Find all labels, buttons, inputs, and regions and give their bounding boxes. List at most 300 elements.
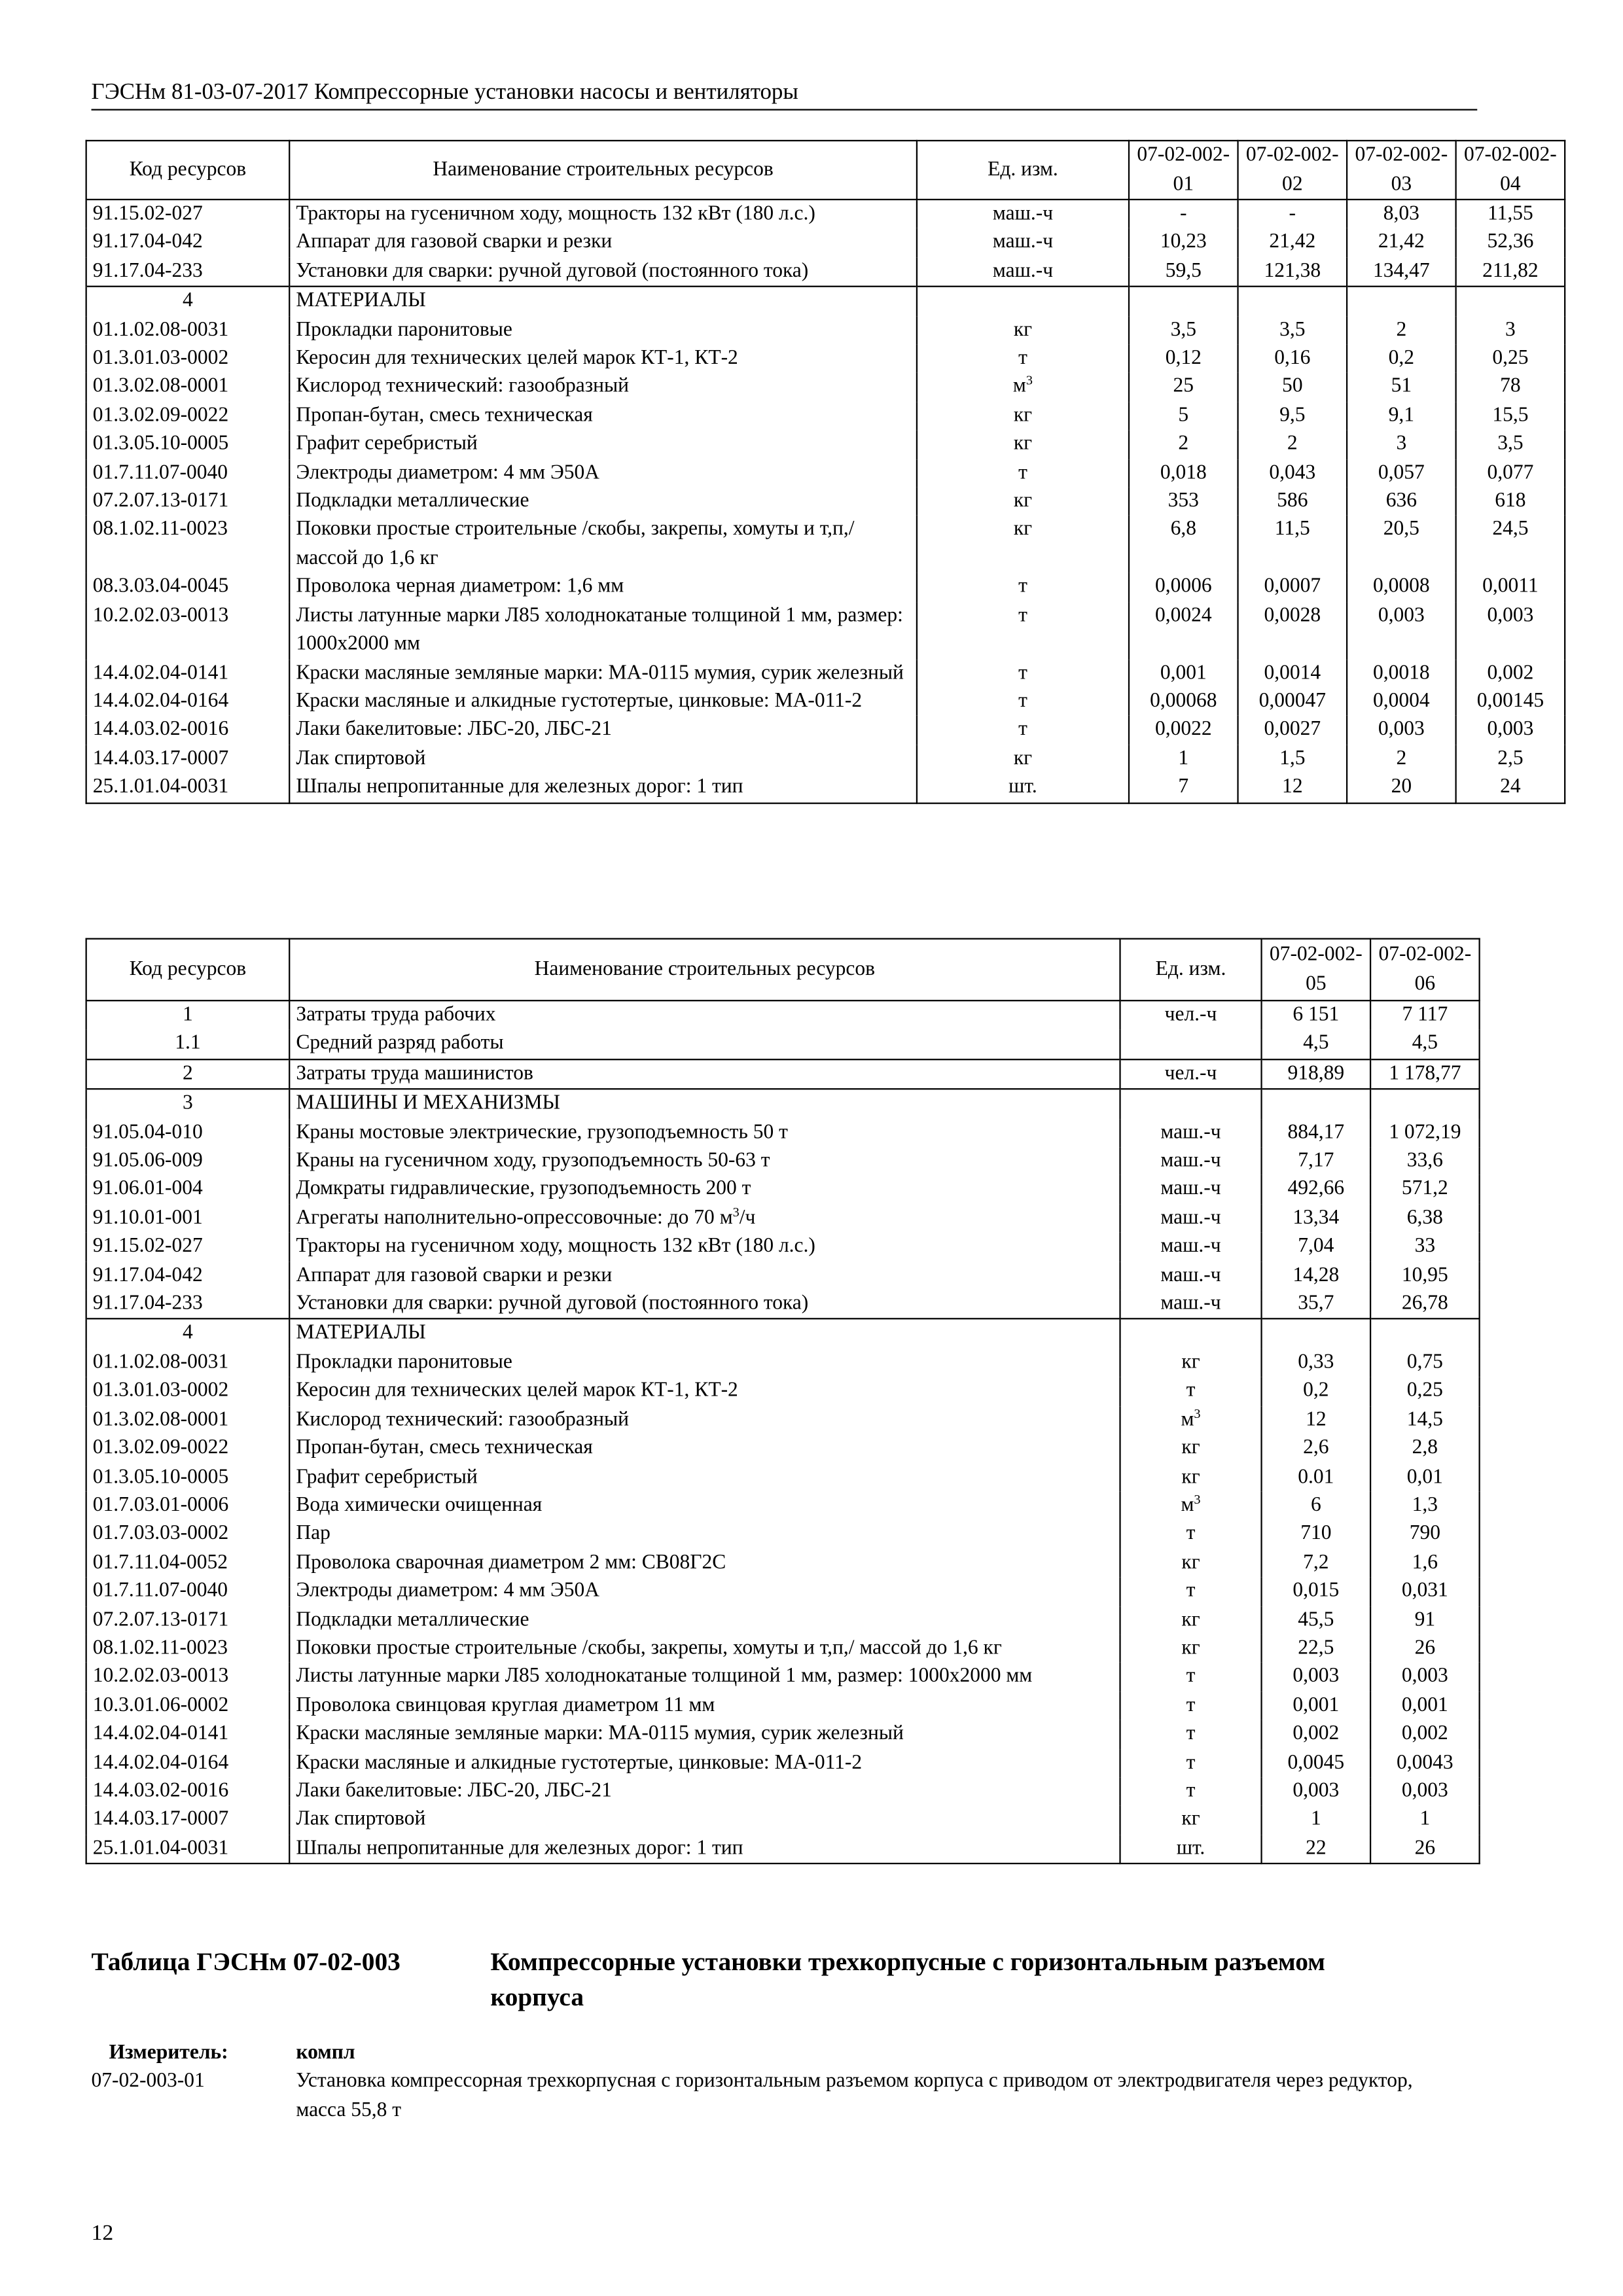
resource-name: Краски масляные и алкидные густотертые, цинковые: МА-011-2: [289, 1749, 1120, 1778]
resource-name: Тракторы на гусеничном ходу, мощность 132 кВт (180 л.с.): [289, 200, 917, 229]
resource-value: 0,057: [1347, 459, 1456, 487]
resource-unit: шт.: [917, 773, 1129, 803]
table-row: [86, 1549, 1480, 1578]
resource-code: 08.3.03.04-0045: [86, 573, 290, 602]
resource-value: 0,2: [1347, 345, 1456, 374]
resource-value: 1 178,77: [1370, 1059, 1480, 1089]
resource-value: 0,33: [1262, 1349, 1371, 1377]
resource-value: 26: [1370, 1634, 1480, 1663]
table-row: [86, 516, 1565, 573]
resource-unit: маш.-ч: [1120, 1205, 1262, 1233]
resource-code: 01.7.11.07-0040: [86, 459, 290, 487]
measure-entry-text: Установка компрессорная трехкорпусная с горизонтальным разъемом корпуса с приводом от электродвигателя через редуктор, масса 55,8 т: [296, 2071, 1413, 2122]
resource-name: Аппарат для газовой сварки и резки: [289, 229, 917, 258]
caption-title: Компрессорные установки трехкорпусные с горизонтальным разъемом корпуса: [490, 1947, 1326, 2012]
resource-value: 78: [1456, 373, 1565, 402]
resource-code: 91.17.04-042: [86, 229, 290, 258]
header-col-3: 07-02-002-03: [1347, 141, 1456, 200]
resource-value: 13,34: [1262, 1205, 1371, 1233]
resource-code: 4: [86, 287, 290, 316]
resource-code: 1: [86, 1000, 290, 1030]
resource-unit: [1120, 1089, 1262, 1119]
resource-value: 121,38: [1238, 257, 1347, 287]
resource-value: 0,001: [1370, 1691, 1480, 1720]
resource-code: 25.1.01.04-0031: [86, 773, 290, 803]
page-number: 12: [91, 2222, 114, 2246]
resource-value: 33,6: [1370, 1147, 1480, 1176]
resource-value: 0,002: [1456, 659, 1565, 688]
resource-value: 0,015: [1262, 1578, 1371, 1606]
table-row: [86, 1463, 1480, 1492]
resource-value: 7,17: [1262, 1147, 1371, 1176]
resource-value: 0,018: [1129, 459, 1238, 487]
resource-value: [1238, 287, 1347, 316]
resource-code: 01.3.02.08-0001: [86, 373, 290, 402]
resource-code: 01.3.05.10-0005: [86, 431, 290, 459]
table-row: [86, 1835, 1480, 1864]
table-row: [86, 573, 1565, 602]
resource-value: 21,42: [1238, 229, 1347, 258]
resource-value: 11,55: [1456, 200, 1565, 229]
resource-value: 2: [1238, 431, 1347, 459]
resource-unit: кг: [1120, 1463, 1262, 1492]
table-row: [86, 1262, 1480, 1290]
header-col-5: 07-02-002-05: [1262, 939, 1371, 1001]
resource-code: 14.4.02.04-0164: [86, 1749, 290, 1778]
resource-value: 3,5: [1456, 431, 1565, 459]
resource-name: Подкладки металлические: [289, 1606, 1120, 1634]
measure-value: компл: [296, 2042, 355, 2065]
table-row: [86, 1492, 1480, 1521]
resource-value: 3,5: [1129, 316, 1238, 345]
resource-name: Краски масляные земляные марки: МА-0115 мумия, сурик железный: [289, 1720, 1120, 1749]
resource-value: [1370, 1319, 1480, 1349]
resource-unit: т: [917, 659, 1129, 688]
resource-name: Установки для сварки: ручной дуговой (постоянного тока): [289, 257, 917, 287]
resource-code: 91.06.01-004: [86, 1176, 290, 1205]
resource-code: 01.7.11.04-0052: [86, 1549, 290, 1578]
resource-unit: т: [917, 716, 1129, 745]
measure-label: Измеритель:: [109, 2042, 228, 2065]
resource-code: 01.3.05.10-0005: [86, 1463, 290, 1492]
resource-value: 7,2: [1262, 1549, 1371, 1578]
resource-value: 0,003: [1456, 716, 1565, 745]
resource-value: 0,0007: [1238, 573, 1347, 602]
resource-name: Проволока свинцовая круглая диаметром 11 мм: [289, 1691, 1120, 1720]
table-row: [86, 1520, 1480, 1549]
resource-value: 586: [1238, 487, 1347, 516]
resource-value: 0,12: [1129, 345, 1238, 374]
resource-value: 22,5: [1262, 1634, 1371, 1663]
resource-unit: т: [1120, 1720, 1262, 1749]
resource-value: 2,8: [1370, 1434, 1480, 1463]
resource-value: -: [1238, 200, 1347, 229]
resource-name: Тракторы на гусеничном ходу, мощность 132 кВт (180 л.с.): [289, 1233, 1120, 1262]
resource-unit: [917, 287, 1129, 316]
resource-value: [1347, 287, 1456, 316]
table-row: [86, 459, 1565, 487]
resources-table-2: [86, 938, 1480, 1865]
resource-code: 01.1.02.08-0031: [86, 316, 290, 345]
resource-name: Кислород технический: газообразный: [289, 373, 917, 402]
resource-value: 0,25: [1370, 1377, 1480, 1406]
resource-value: 20: [1347, 773, 1456, 803]
resource-name: Электроды диаметром: 4 мм Э50А: [289, 459, 917, 487]
resource-value: 1: [1262, 1806, 1371, 1835]
resource-value: 0,043: [1238, 459, 1347, 487]
resource-unit: $м^3$: [1120, 1406, 1262, 1435]
table-row: [86, 431, 1565, 459]
resource-value: 1,6: [1370, 1549, 1480, 1578]
table-row: [86, 1578, 1480, 1606]
resource-value: 571,2: [1370, 1176, 1480, 1205]
resource-unit: кг: [917, 487, 1129, 516]
resource-value: 0,01: [1370, 1463, 1480, 1492]
resource-value: 2,6: [1262, 1434, 1371, 1463]
resource-unit: [1120, 1030, 1262, 1059]
resource-unit: маш.-ч: [917, 229, 1129, 258]
resource-value: 24: [1456, 773, 1565, 803]
resource-unit: шт.: [1120, 1835, 1262, 1864]
resource-value: 1: [1129, 745, 1238, 773]
table-row: [86, 200, 1565, 229]
header-unit: Ед. изм.: [1120, 939, 1262, 1001]
resource-code: 07.2.07.13-0171: [86, 487, 290, 516]
measure-block: [92, 2040, 1461, 2125]
resource-unit: кг: [917, 745, 1129, 773]
resource-unit: т: [917, 688, 1129, 716]
table-row: [86, 659, 1565, 688]
resource-value: 0,001: [1129, 659, 1238, 688]
resource-value: 0,003: [1262, 1777, 1371, 1806]
resource-unit: [1120, 1319, 1262, 1349]
caption-label: Таблица ГЭСНм 07-02-003: [91, 1947, 401, 1977]
resource-value: 211,82: [1456, 257, 1565, 287]
resource-unit: т: [1120, 1520, 1262, 1549]
resource-unit: кг: [917, 316, 1129, 345]
resource-code: 01.3.01.03-0002: [86, 1377, 290, 1406]
resource-value: 918,89: [1262, 1059, 1371, 1089]
resource-value: 0,077: [1456, 459, 1565, 487]
resource-code: 08.1.02.11-0023: [86, 1634, 290, 1663]
resource-value: 0,0008: [1347, 573, 1456, 602]
resource-name: Лаки бакелитовые: ЛБС-20, ЛБС-21: [289, 716, 917, 745]
resource-unit: кг: [1120, 1806, 1262, 1835]
resource-value: 3,5: [1238, 316, 1347, 345]
resource-value: 0,0043: [1370, 1749, 1480, 1778]
resource-unit: т: [917, 459, 1129, 487]
resource-value: 33: [1370, 1233, 1480, 1262]
table-row: [86, 716, 1565, 745]
resource-value: 6,8: [1129, 516, 1238, 573]
table-row: [86, 316, 1565, 345]
resource-name: Керосин для технических целей марок КТ-1, КТ-2: [289, 345, 917, 374]
resource-value: 7: [1129, 773, 1238, 803]
resource-code: 10.2.02.03-0013: [86, 1663, 290, 1692]
resource-code: 10.2.02.03-0013: [86, 602, 290, 659]
resource-unit: маш.-ч: [1120, 1290, 1262, 1320]
resource-value: 14,28: [1262, 1262, 1371, 1290]
resource-unit: т: [1120, 1691, 1262, 1720]
resource-value: [1370, 1089, 1480, 1119]
resource-code: 01.3.02.09-0022: [86, 402, 290, 431]
resource-name: МАТЕРИАЛЫ: [289, 1319, 1120, 1349]
resource-code: 14.4.03.02-0016: [86, 1777, 290, 1806]
resource-code: 14.4.02.04-0141: [86, 1720, 290, 1749]
table-row: [86, 229, 1565, 258]
resource-code: 07.2.07.13-0171: [86, 1606, 290, 1634]
table-row: [86, 1119, 1480, 1148]
resource-value: 0,0006: [1129, 573, 1238, 602]
resource-code: 01.7.11.07-0040: [86, 1578, 290, 1606]
table-row: [86, 1233, 1480, 1262]
resource-unit: чел.-ч: [1120, 1059, 1262, 1089]
resource-code: 3: [86, 1089, 290, 1119]
resource-name: Прокладки паронитовые: [289, 316, 917, 345]
resource-unit: маш.-ч: [1120, 1147, 1262, 1176]
resource-value: 0,002: [1262, 1720, 1371, 1749]
resource-value: 10,95: [1370, 1262, 1480, 1290]
table-row: [86, 487, 1565, 516]
measure-unit-row: [92, 2040, 1461, 2068]
table-header-row: [86, 939, 1480, 1001]
resource-name: Лак спиртовой: [289, 745, 917, 773]
resource-code: 91.05.06-009: [86, 1147, 290, 1176]
resource-value: 0,00145: [1456, 688, 1565, 716]
resource-code: 91.17.04-233: [86, 1290, 290, 1320]
table-row: [86, 1434, 1480, 1463]
table-row: [86, 688, 1565, 716]
resource-value: 6: [1262, 1492, 1371, 1521]
resource-unit: т: [1120, 1377, 1262, 1406]
resource-value: 3: [1456, 316, 1565, 345]
resource-name: Краны мостовые электрические, грузоподъемность 50 т: [289, 1119, 1120, 1148]
resource-code: 1.1: [86, 1030, 290, 1059]
resource-unit: т: [917, 345, 1129, 374]
resource-unit: маш.-ч: [1120, 1176, 1262, 1205]
resource-code: 14.4.02.04-0164: [86, 688, 290, 716]
resource-value: 0,0004: [1347, 688, 1456, 716]
table-row: [86, 1319, 1480, 1349]
resource-value: 0,0028: [1238, 602, 1347, 659]
table-row: [86, 1000, 1480, 1030]
resource-value: 2,5: [1456, 745, 1565, 773]
resource-name: Графит серебристый: [289, 431, 917, 459]
resource-code: 01.1.02.08-0031: [86, 1349, 290, 1377]
resource-value: [1262, 1089, 1371, 1119]
resource-unit: кг: [1120, 1434, 1262, 1463]
resource-name: Краски масляные и алкидные густотертые, цинковые: МА-011-2: [289, 688, 917, 716]
measure-entry-code: 07-02-003-01: [91, 2071, 205, 2093]
running-head: ГЭСНм 81-03-07-2017 Компрессорные установки насосы и вентиляторы: [92, 78, 1478, 111]
table-row: [86, 287, 1565, 316]
resource-value: 884,17: [1262, 1119, 1371, 1148]
resource-code: 01.3.02.09-0022: [86, 1434, 290, 1463]
resource-value: 0,00047: [1238, 688, 1347, 716]
table-row: [86, 1377, 1480, 1406]
table-row: [86, 1406, 1480, 1435]
table-row: [86, 1663, 1480, 1692]
resource-value: 3: [1347, 431, 1456, 459]
resource-value: 1 072,19: [1370, 1119, 1480, 1148]
resource-value: 0,003: [1456, 602, 1565, 659]
resource-value: 1,3: [1370, 1492, 1480, 1521]
resource-value: 0,0024: [1129, 602, 1238, 659]
resource-name: МАТЕРИАЛЫ: [289, 287, 917, 316]
table-row: [86, 402, 1565, 431]
table-row: [86, 1634, 1480, 1663]
resource-value: 8,03: [1347, 200, 1456, 229]
resource-unit: кг: [1120, 1549, 1262, 1578]
resource-value: 492,66: [1262, 1176, 1371, 1205]
resource-value: 0,0014: [1238, 659, 1347, 688]
resource-unit: кг: [917, 402, 1129, 431]
resource-value: 59,5: [1129, 257, 1238, 287]
resource-unit: кг: [1120, 1634, 1262, 1663]
resources-table-1: [86, 140, 1566, 804]
resource-name: Пропан-бутан, смесь техническая: [289, 1434, 1120, 1463]
resource-value: 0,2: [1262, 1377, 1371, 1406]
resource-name: Шпалы непропитанные для железных дорог: 1 тип: [289, 1835, 1120, 1864]
resource-unit: т: [1120, 1749, 1262, 1778]
resource-value: 22: [1262, 1835, 1371, 1864]
resource-value: 0,0018: [1347, 659, 1456, 688]
table-row: [86, 1720, 1480, 1749]
resource-value: 2: [1347, 316, 1456, 345]
resource-value: 0.01: [1262, 1463, 1371, 1492]
resource-value: 11,5: [1238, 516, 1347, 573]
table-row: [86, 1806, 1480, 1835]
resource-value: 710: [1262, 1520, 1371, 1549]
resource-value: 2: [1347, 745, 1456, 773]
table-header-row: [86, 141, 1565, 200]
resource-name: Проволока черная диаметром: 1,6 мм: [289, 573, 917, 602]
resource-code: 14.4.02.04-0141: [86, 659, 290, 688]
table-row: [86, 1176, 1480, 1205]
resource-value: 0,003: [1347, 602, 1456, 659]
resource-code: 91.15.02-027: [86, 200, 290, 229]
resource-value: 15,5: [1456, 402, 1565, 431]
resource-code: 91.17.04-233: [86, 257, 290, 287]
resource-value: 6 151: [1262, 1000, 1371, 1030]
resource-name: Графит серебристый: [289, 1463, 1120, 1492]
resource-value: 0,001: [1262, 1691, 1371, 1720]
resource-value: 2: [1129, 431, 1238, 459]
resource-name: Поковки простые строительные /скобы, закрепы, хомуты и т,п,/ массой до 1,6 кг: [289, 516, 917, 573]
resource-value: [1456, 287, 1565, 316]
resource-value: [1129, 287, 1238, 316]
resource-code: 14.4.03.17-0007: [86, 745, 290, 773]
resource-value: 353: [1129, 487, 1238, 516]
table-row: [86, 1691, 1480, 1720]
resource-unit: маш.-ч: [1120, 1262, 1262, 1290]
resource-value: 0,003: [1370, 1777, 1480, 1806]
resource-name: Прокладки паронитовые: [289, 1349, 1120, 1377]
resource-unit: маш.-ч: [1120, 1233, 1262, 1262]
resource-unit: т: [917, 602, 1129, 659]
table-row: [86, 1147, 1480, 1176]
resource-value: 10,23: [1129, 229, 1238, 258]
resource-value: 6,38: [1370, 1205, 1480, 1233]
header-col-1: 07-02-002-01: [1129, 141, 1238, 200]
table-row: [86, 1777, 1480, 1806]
resource-value: 0,002: [1370, 1720, 1480, 1749]
table-row: [86, 1205, 1480, 1233]
resource-unit: чел.-ч: [1120, 1000, 1262, 1030]
table-row: [86, 745, 1565, 773]
resource-unit: кг: [1120, 1606, 1262, 1634]
table-row: [86, 1059, 1480, 1089]
table-row: [86, 1749, 1480, 1778]
resource-value: 4,5: [1262, 1030, 1371, 1059]
table-row: [86, 1606, 1480, 1634]
table-row: [86, 1290, 1480, 1320]
table-row: [86, 373, 1565, 402]
resource-value: 0,0045: [1262, 1749, 1371, 1778]
resource-name: Установки для сварки: ручной дуговой (постоянного тока): [289, 1290, 1120, 1320]
resource-value: 51: [1347, 373, 1456, 402]
resource-name: Листы латунные марки Л85 холоднокатаные толщиной 1 мм, размер: 1000х2000 мм: [289, 1663, 1120, 1692]
resource-name: Аппарат для газовой сварки и резки: [289, 1262, 1120, 1290]
resource-code: 91.15.02-027: [86, 1233, 290, 1262]
resource-value: 134,47: [1347, 257, 1456, 287]
header-col-2: 07-02-002-02: [1238, 141, 1347, 200]
resource-code: 01.7.03.01-0006: [86, 1492, 290, 1521]
resource-value: 50: [1238, 373, 1347, 402]
resource-code: 4: [86, 1319, 290, 1349]
resource-code: 14.4.03.17-0007: [86, 1806, 290, 1835]
resource-code: 01.3.01.03-0002: [86, 345, 290, 374]
resource-code: 01.7.03.03-0002: [86, 1520, 290, 1549]
header-code: Код ресурсов: [86, 939, 290, 1001]
resource-name: Затраты труда машинистов: [289, 1059, 1120, 1089]
resource-value: 0,003: [1370, 1663, 1480, 1692]
resource-name: Лак спиртовой: [289, 1806, 1120, 1835]
resource-value: 0,031: [1370, 1578, 1480, 1606]
resource-name: Средний разряд работы: [289, 1030, 1120, 1059]
resource-code: 25.1.01.04-0031: [86, 1835, 290, 1864]
resource-value: -: [1129, 200, 1238, 229]
resource-value: 790: [1370, 1520, 1480, 1549]
table-row: [86, 345, 1565, 374]
resource-name: Керосин для технических целей марок КТ-1, КТ-2: [289, 1377, 1120, 1406]
resource-value: 5: [1129, 402, 1238, 431]
resource-unit: маш.-ч: [917, 257, 1129, 287]
header-name: Наименование строительных ресурсов: [289, 939, 1120, 1001]
resource-value: 45,5: [1262, 1606, 1371, 1634]
header-col-4: 07-02-002-04: [1456, 141, 1565, 200]
resource-unit: т: [1120, 1777, 1262, 1806]
resource-code: 91.10.01-001: [86, 1205, 290, 1233]
resource-name: Пропан-бутан, смесь техническая: [289, 402, 917, 431]
resource-value: 0,00068: [1129, 688, 1238, 716]
resource-name: Лаки бакелитовые: ЛБС-20, ЛБС-21: [289, 1777, 1120, 1806]
resource-value: 9,1: [1347, 402, 1456, 431]
resource-value: 0,003: [1347, 716, 1456, 745]
resource-value: 26: [1370, 1835, 1480, 1864]
resource-value: 618: [1456, 487, 1565, 516]
resource-value: 20,5: [1347, 516, 1456, 573]
resource-value: 12: [1238, 773, 1347, 803]
resource-code: 01.3.02.08-0001: [86, 1406, 290, 1435]
resource-value: 1,5: [1238, 745, 1347, 773]
resource-value: 24,5: [1456, 516, 1565, 573]
header-unit: Ед. изм.: [917, 141, 1129, 200]
resource-name: Шпалы непропитанные для железных дорог: 1 тип: [289, 773, 917, 803]
table-row: [86, 1349, 1480, 1377]
resource-unit: т: [1120, 1578, 1262, 1606]
resource-value: 7,04: [1262, 1233, 1371, 1262]
